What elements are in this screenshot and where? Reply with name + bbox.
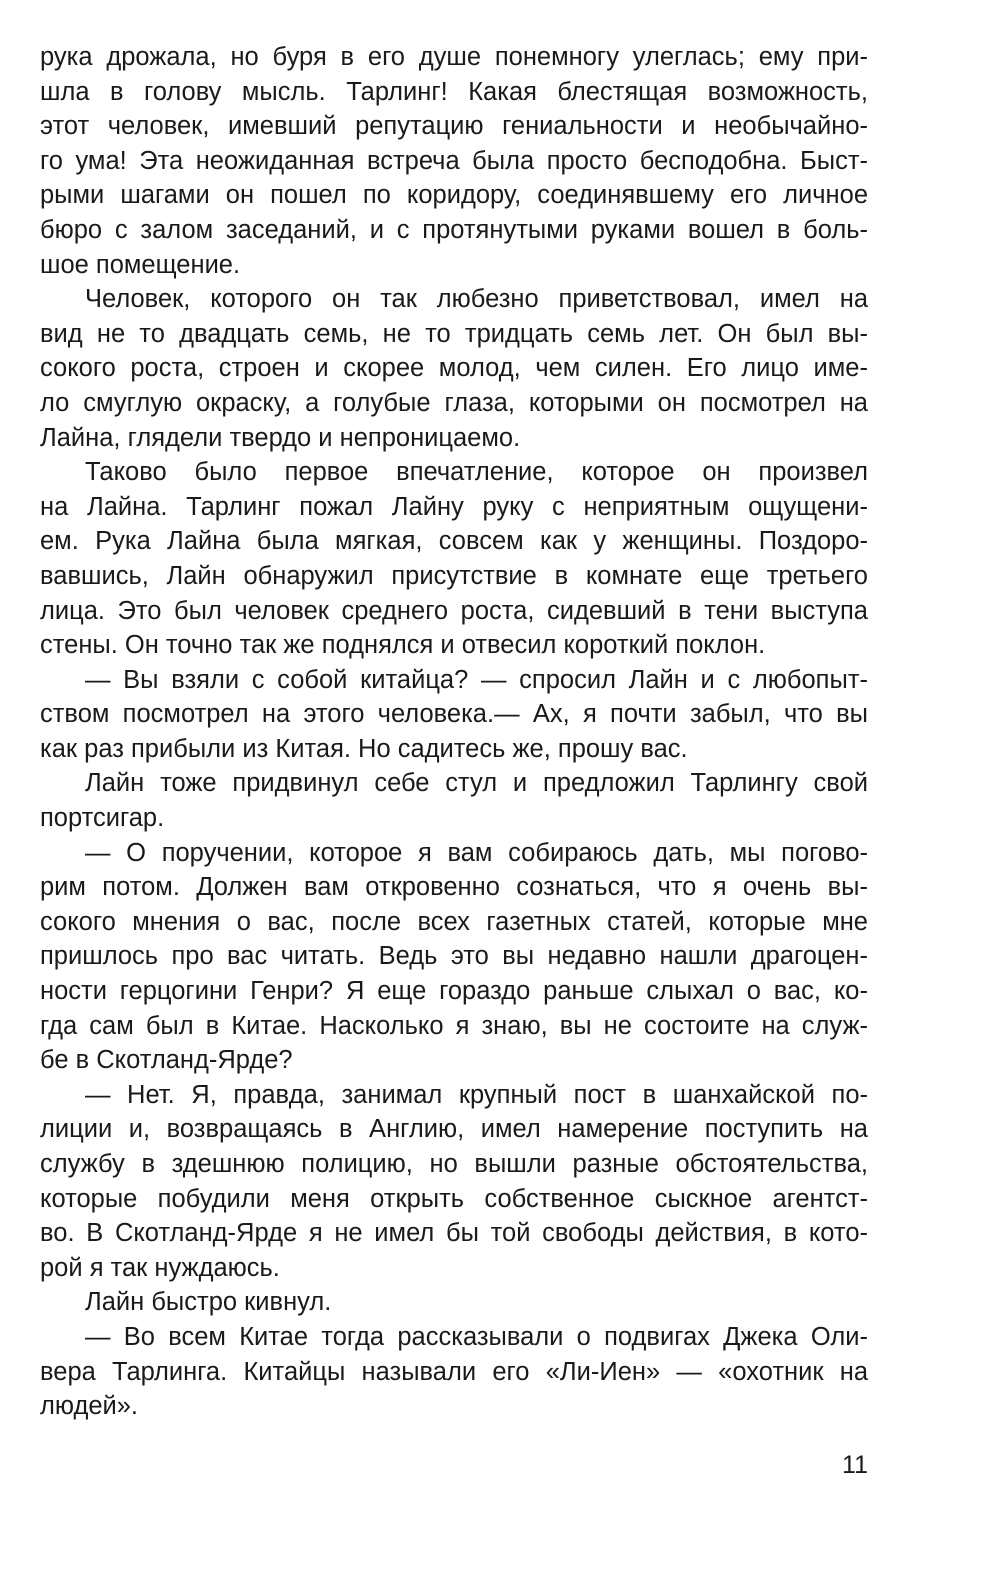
text-line: лиции и, возвращаясь в Англию, имел намерение поступить на: [40, 1115, 868, 1144]
text-line: портсигар.: [40, 804, 165, 833]
text-line: вера Тарлинга. Китайцы называли его «Ли-Иен» — «охотник на: [40, 1357, 868, 1386]
text-line: пришлось про вас читать. Ведь это вы недавно нашли драгоцен-: [40, 942, 868, 971]
text-line: — Вы взяли с собой китайца? — спросил Лайн и с любопыт-: [85, 665, 868, 694]
text-line: службу в здешнюю полицию, но вышли разные обстоятельства,: [40, 1150, 868, 1178]
text-line: лица. Это был человек среднего роста, сидевший в тени выступа: [40, 596, 868, 625]
text-line: го ума! Эта неожиданная встреча была просто бесподобна. Быст-: [40, 146, 868, 175]
text-line: рука дрожала, но буря в его душе понемногу улеглась; ему при-: [40, 43, 868, 71]
text-line: рой я так нуждаюсь.: [40, 1253, 280, 1282]
text-line: ством посмотрел на этого человека.— Ах, я почти забыл, что вы: [40, 700, 868, 729]
text-line: ем. Рука Лайна была мягкая, совсем как у женщины. Поздоро-: [40, 527, 868, 556]
text-line: Человек, которого он так любезно приветствовал, имел на: [85, 285, 868, 314]
text-line: ло смуглую окраску, а голубые глаза, которыми он посмотрел на: [40, 388, 868, 417]
text-line: — Нет. Я, правда, занимал крупный пост в шанхайской по-: [85, 1080, 868, 1109]
page-number: 11: [842, 1451, 868, 1479]
text-line: рыми шагами он пошел по коридору, соединявшему его личное: [40, 181, 868, 210]
text-line: как раз прибыли из Китая. Но садитесь же, прошу вас.: [40, 734, 688, 763]
text-line: шла в голову мысль. Тарлинг! Какая блестящая возможность,: [40, 77, 868, 106]
text-line: — Во всем Китае тогда рассказывали о подвигах Джека Оли-: [85, 1322, 868, 1351]
text-line: бе в Скотланд-Ярде?: [40, 1046, 293, 1075]
text-line: рим потом. Должен вам откровенно сознаться, что я очень вы-: [40, 873, 868, 902]
text-line: шое помещение.: [40, 250, 241, 279]
text-line: этот человек, имевший репутацию гениальности и необычайно-: [40, 112, 868, 141]
page-text: [40, 40, 868, 1424]
text-line: — О поручении, которое я вам собираюсь дать, мы погово-: [85, 838, 868, 867]
text-line: вид не то двадцать семь, не то тридцать семь лет. Он был вы-: [40, 319, 868, 348]
text-line: Лайн быстро кивнул.: [85, 1288, 332, 1317]
text-line: гда сам был в Китае. Насколько я знаю, вы не состоите на служ-: [40, 1011, 868, 1040]
text-line: бюро с залом заседаний, и с протянутыми руками вошел в боль-: [40, 215, 868, 244]
text-line: людей».: [40, 1392, 139, 1421]
text-line: сокого роста, строен и скорее молод, чем силен. Его лицо име-: [40, 354, 868, 383]
text-line: Таково было первое впечатление, которое он произвел: [85, 458, 868, 487]
text-line: которые побудили меня открыть собственное сыскное агентст-: [40, 1184, 868, 1213]
text-line: стены. Он точно так же поднялся и отвесил короткий поклон.: [40, 631, 766, 660]
text-line: Лайна, глядели твердо и непроницаемо.: [40, 423, 521, 452]
text-line: ности герцогини Генри? Я еще гораздо раньше слыхал о вас, ко-: [40, 977, 868, 1006]
text-line: Лайн тоже придвинул себе стул и предложил Тарлингу свой: [85, 769, 868, 798]
text-line: сокого мнения о вас, после всех газетных статей, которые мне: [40, 907, 868, 936]
text-line: во. В Скотланд-Ярде я не имел бы той свободы действия, в кото-: [40, 1219, 868, 1248]
text-line: на Лайна. Тарлинг пожал Лайну руку с неприятным ощущени-: [40, 492, 868, 521]
text-line: вавшись, Лайн обнаружил присутствие в комнате еще третьего: [40, 561, 868, 590]
